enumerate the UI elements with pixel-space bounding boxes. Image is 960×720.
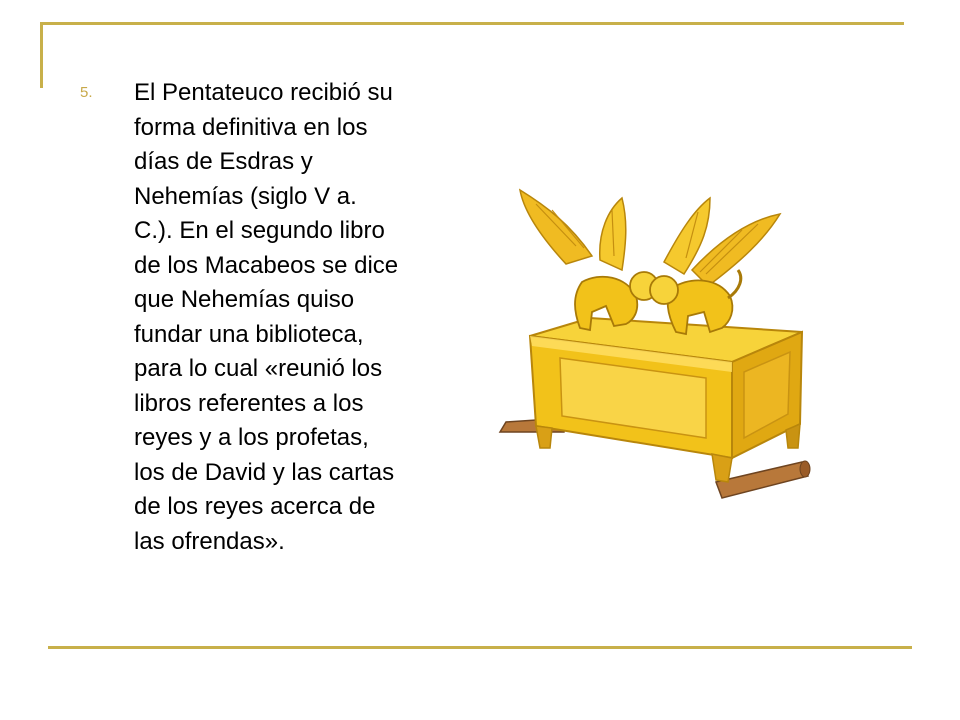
- paragraph-line: de los reyes acerca de: [134, 493, 376, 520]
- paragraph-line: de los Macabeos se dice: [134, 251, 399, 279]
- cherub-head: [650, 276, 678, 304]
- paragraph-line: reyes y a los profetas,: [134, 424, 369, 451]
- paragraph-line: libros referentes a los: [134, 389, 364, 417]
- pole-end: [800, 461, 810, 477]
- paragraph-line: las ofrendas».: [134, 527, 285, 555]
- paragraph-line: para lo cual «reunió los: [134, 355, 383, 382]
- left-rule: [40, 22, 43, 88]
- paragraph-line: que Nehemías quiso: [134, 286, 355, 313]
- paragraph-line: forma definitiva en los: [134, 113, 368, 141]
- bottom-rule: [48, 646, 912, 649]
- leg: [536, 426, 552, 448]
- ark-chest: [530, 318, 802, 482]
- slide-content: [80, 76, 460, 559]
- paragraph-line: los de David y las cartas: [134, 458, 395, 486]
- numbered-item: [80, 76, 460, 559]
- leg: [712, 454, 732, 482]
- ark-of-the-covenant-illustration: [496, 186, 820, 526]
- item-paragraph: [134, 76, 460, 559]
- paragraph-line: El Pentateuco recibió su: [134, 79, 393, 106]
- paragraph-line: Nehemías (siglo V a.: [134, 182, 357, 210]
- paragraph-line: días de Esdras y: [134, 148, 313, 175]
- top-rule: [40, 22, 904, 25]
- wing: [520, 190, 592, 264]
- cherubim-wings: [520, 190, 780, 286]
- cherub-tail: [728, 270, 741, 298]
- paragraph-line: fundar una biblioteca,: [134, 320, 364, 348]
- item-number: 5.: [80, 84, 93, 101]
- paragraph-line: C.). En el segundo libro: [134, 217, 385, 244]
